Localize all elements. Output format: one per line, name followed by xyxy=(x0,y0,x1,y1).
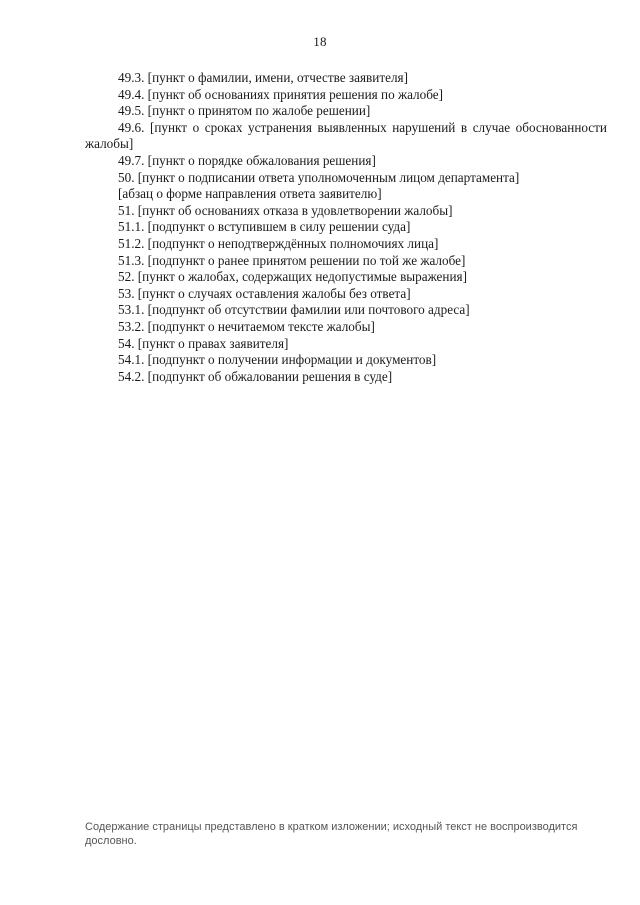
paragraph: [абзац о форме направления ответа заявителю] xyxy=(118,186,382,202)
page-number: 18 xyxy=(313,34,327,49)
paragraph: 53.2. [подпункт о нечитаемом тексте жалобы] xyxy=(118,318,375,334)
paragraph: 53.1. [подпункт об отсутствии фамилии или почтового адреса] xyxy=(118,302,470,318)
document-body xyxy=(85,70,607,385)
paragraph: 54. [пункт о правах заявителя] xyxy=(118,335,289,351)
paragraph: 52. [пункт о жалобах, содержащих недопустимые выражения] xyxy=(118,269,467,285)
paragraph: 51. [пункт об основаниях отказа в удовлетворении жалобы] xyxy=(118,202,453,218)
paragraph: 53. [пункт о случаях оставления жалобы без ответа] xyxy=(118,285,411,301)
paragraph: 49.7. [пункт о порядке обжалования решения] xyxy=(118,152,376,168)
paragraph: 49.6. [пункт о сроках устранения выявленных нарушений в случае обоснованности жалобы] xyxy=(85,119,607,152)
summary-note: Содержание страницы представлено в кратком изложении; исходный текст не воспроизводится дословно. xyxy=(85,821,578,847)
paragraph: 51.1. [подпункт о вступившем в силу решении суда] xyxy=(118,219,411,235)
paragraph: 51.2. [подпункт о неподтверждённых полномочиях лица] xyxy=(118,235,439,251)
paragraph: 51.3. [подпункт о ранее принятом решении по той же жалобе] xyxy=(118,252,466,268)
paragraph: 49.3. [пункт о фамилии, имени, отчестве заявителя] xyxy=(118,70,408,85)
paragraph: 54.2. [подпункт об обжаловании решения в суде] xyxy=(118,368,393,384)
paragraph: 50. [пункт о подписании ответа уполномоченным лицом департамента] xyxy=(118,169,520,185)
paragraph: 54.1. [подпункт о получении информации и документов] xyxy=(118,352,437,368)
paragraph: 49.5. [пункт о принятом по жалобе решении] xyxy=(118,103,371,119)
paragraph: 49.4. [пункт об основаниях принятия решения по жалобе] xyxy=(118,86,443,102)
